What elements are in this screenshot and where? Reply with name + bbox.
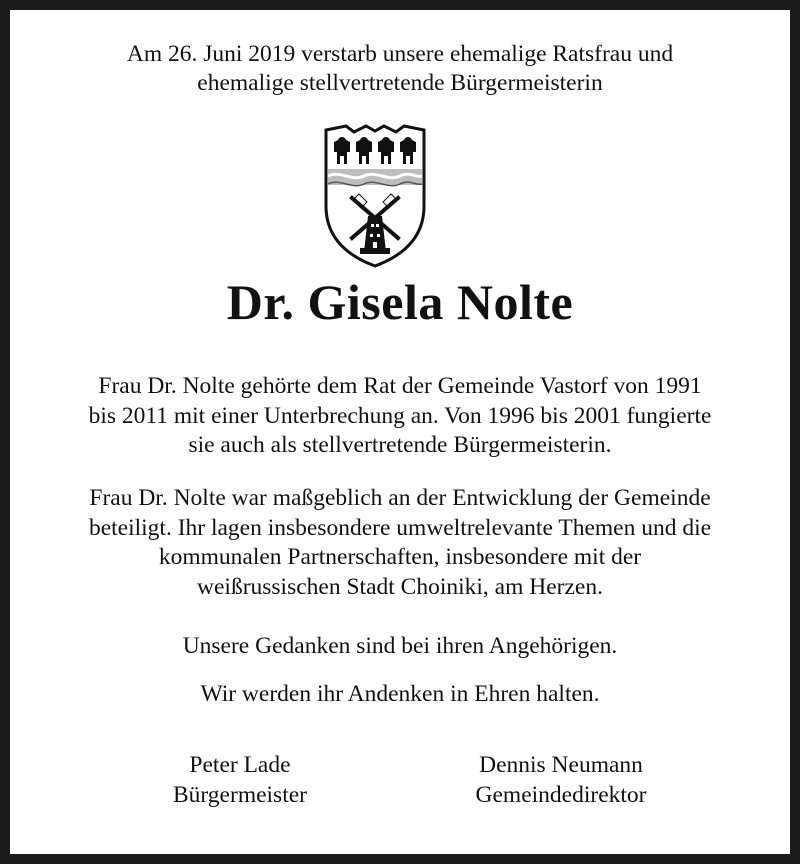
signatory-title: Gemeindedirektor <box>475 782 647 808</box>
intro-line: ehemalige stellvertretende Bürgermeisterin <box>197 70 603 96</box>
signatory-title: Bürgermeister <box>172 782 307 808</box>
signature-mayor <box>110 750 370 810</box>
paragraph-line: Frau Dr. Nolte war maßgeblich an der Entwicklung der Gemeinde <box>89 485 711 511</box>
paragraph-line: kommunalen Partnerschaften, insbesondere mit der <box>158 544 642 570</box>
paragraph-line: Frau Dr. Nolte gehörte dem Rat der Gemeinde Vastorf von 1991 <box>98 373 702 399</box>
signatory-name: Dennis Neumann <box>479 752 643 778</box>
signature-director <box>431 750 691 810</box>
paragraph-line: weißrussischen Stadt Choiniki, am Herzen. <box>197 573 603 600</box>
coat-of-arms-icon <box>320 120 430 270</box>
paragraph-engagement <box>10 484 790 602</box>
paragraph-line: beteiligt. Ihr lagen insbesondere umweltrelevante Themen und die <box>88 514 712 541</box>
deceased-name: Dr. Gisela Nolte <box>226 274 574 330</box>
paragraph-line: bis 2011 mit einer Unterbrechung an. Von 1996 bis 2001 fungierte <box>88 402 712 429</box>
paragraph-line: sie auch als stellvertretende Bürgermeisterin. <box>188 432 612 458</box>
intro-text <box>10 40 790 98</box>
closing-remembrance: Wir werden ihr Andenken in Ehren halten. <box>200 681 600 707</box>
paragraph-council <box>10 372 790 461</box>
closing-thoughts: Unsere Gedanken sind bei ihren Angehörigen. <box>182 633 618 659</box>
signatory-name: Peter Lade <box>189 752 291 778</box>
intro-line: Am 26. Juni 2019 verstarb unsere ehemalige Ratsfrau und <box>126 41 674 67</box>
